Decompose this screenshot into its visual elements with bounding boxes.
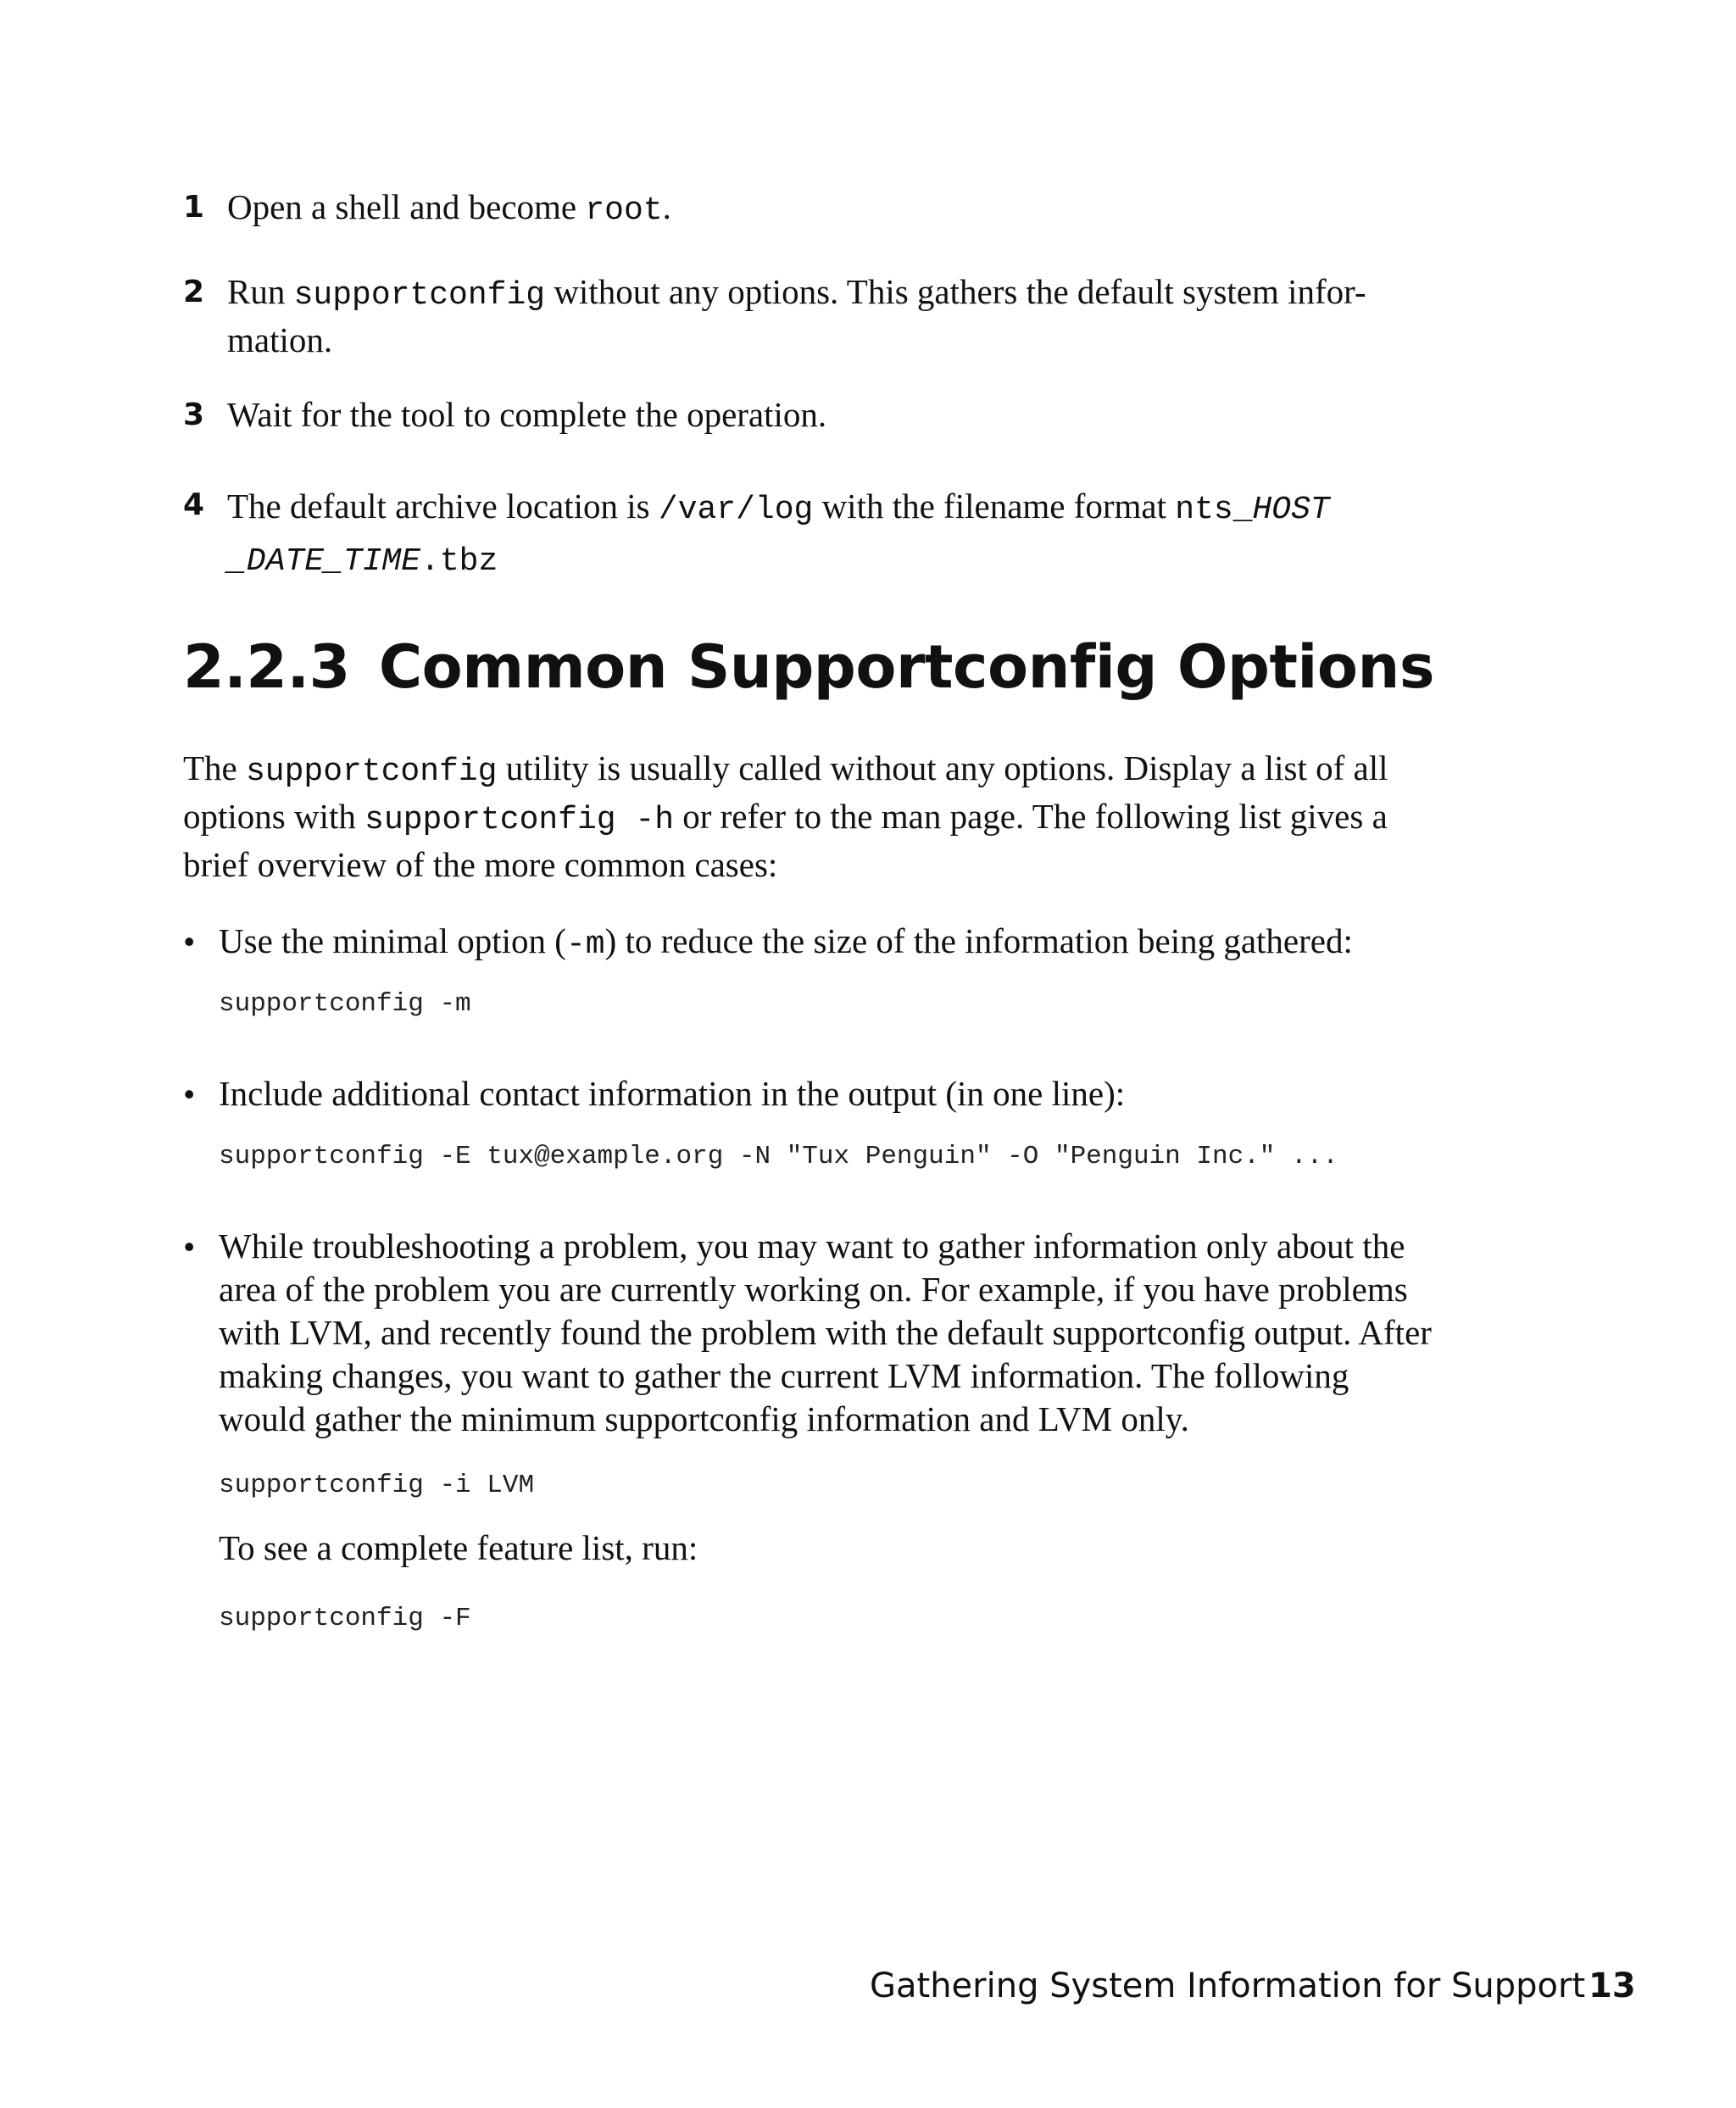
step-text: Open a shell and become root. <box>227 187 671 229</box>
inline-code: root <box>585 192 663 229</box>
inline-code-placeholder: _DATE_TIME <box>227 543 421 580</box>
intro-paragraph: The supportconfig utility is usually called without any options. Display a list of all options with supportconfig -h or refer to the man page. The following list gives a brief overview of the more common cases: <box>183 748 1388 884</box>
step-2 <box>183 270 1438 362</box>
step-4 <box>183 482 1438 586</box>
step-number: 2 <box>183 275 205 309</box>
inline-code-placeholder: HOST <box>1252 492 1330 528</box>
inline-code: /var/log <box>658 492 814 528</box>
page-number: 13 <box>1589 1966 1636 2005</box>
section-title: Common Supportconfig Options <box>378 632 1434 702</box>
bullet-icon: • <box>183 1227 196 1266</box>
step-text: Wait for the tool to complete the operation. <box>227 395 827 434</box>
step-number: 4 <box>183 487 205 522</box>
inline-code: supportconfig <box>293 277 546 314</box>
section-number: 2.2.3 <box>183 632 350 702</box>
inline-code: -m <box>565 926 605 963</box>
step-text: The default archive location is /var/log with the filename format nts_HOST _DATE_TIME.tbz <box>227 487 1330 580</box>
inline-code: supportconfig <box>246 754 498 790</box>
inline-code: nts_ <box>1175 492 1253 528</box>
bullet-text: Use the minimal option (-m) to reduce the size of the information being gathered: <box>219 921 1353 963</box>
section-heading <box>183 629 1434 705</box>
code-example: supportconfig -E tux@example.org -N "Tux Penguin" -O "Penguin Inc." ... <box>219 1142 1338 1171</box>
inline-code: supportconfig -h <box>364 802 674 838</box>
bullet-icon: • <box>183 1075 196 1114</box>
step-1 <box>183 185 1438 233</box>
followup-text: To see a complete feature list, run: <box>219 1528 698 1567</box>
code-example: supportconfig -i LVM <box>219 1471 535 1500</box>
inline-code: .tbz <box>420 543 498 580</box>
bullet-item-1 <box>183 920 1455 966</box>
bullet-text: Include additional contact information in the output (in one line): <box>219 1074 1126 1113</box>
footer-title: Gathering System Information for Support <box>870 1966 1586 2005</box>
bullet-item-2 <box>183 1072 1455 1115</box>
step-number: 1 <box>183 190 205 225</box>
code-example: supportconfig -m <box>219 989 471 1019</box>
step-number: 3 <box>183 398 205 432</box>
step-text: Run supportconfig without any options. This gathers the default system infor- mation. <box>227 272 1366 359</box>
bullet-icon: • <box>183 922 196 961</box>
bullet-item-3 <box>183 1225 1455 1441</box>
step-3 <box>183 392 1438 437</box>
code-example: supportconfig -F <box>219 1604 471 1633</box>
bullet-text: While troubleshooting a problem, you may want to gather information only about the area of the problem you are currently working on. For example, if you have problems with LVM, and recently found the problem with the default supportconfig output. After making changes, you want to gather the current LVM information. The following would gather the minimum supportconfig information and LVM only. <box>219 1226 1432 1438</box>
